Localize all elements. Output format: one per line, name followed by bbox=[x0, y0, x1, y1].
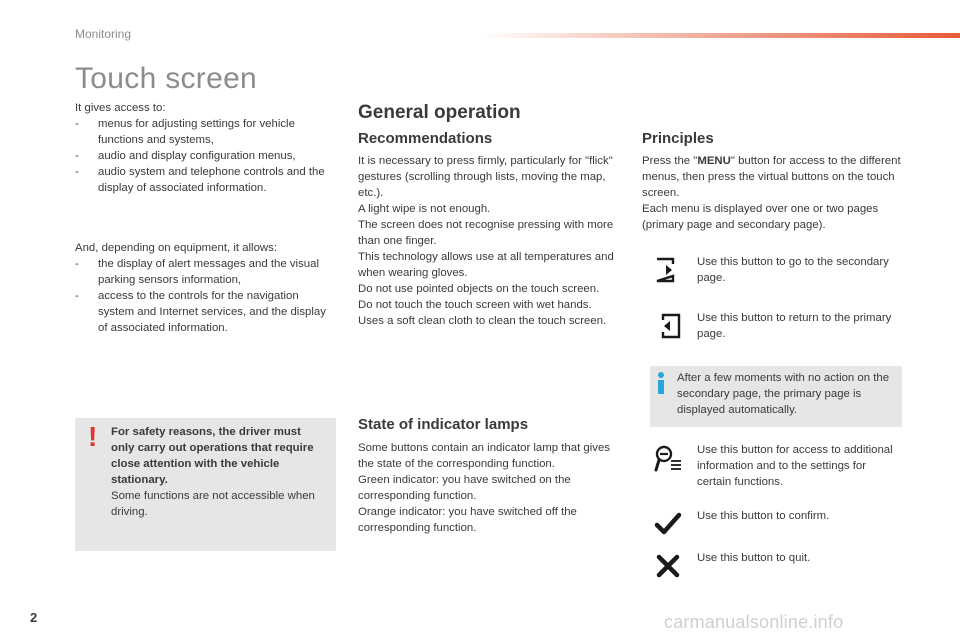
recommendations-heading: Recommendations bbox=[358, 130, 493, 147]
general-heading: General operation bbox=[358, 102, 521, 123]
warning-icon: ! bbox=[88, 421, 98, 452]
equipment-list bbox=[75, 256, 330, 336]
info-settings-description: Use this button for access to additional information and to the settings for certain functions. bbox=[697, 444, 893, 488]
state-line: Orange indicator: you have switched off the corresponding function. bbox=[358, 506, 577, 534]
secondary-page-description: Use this button to go to the secondary page. bbox=[697, 256, 889, 284]
watermark: carmanualsonline.info bbox=[664, 612, 844, 632]
list-item: - the display of alert messages and the visual parking sensors information, bbox=[75, 256, 330, 288]
info-icon bbox=[654, 371, 668, 395]
intro-block bbox=[75, 100, 330, 196]
recommendation-line: This technology allows use at all temperatures and when wearing gloves. bbox=[358, 251, 614, 279]
recommendation-line: The screen does not recognise pressing with more than one finger. bbox=[358, 219, 614, 247]
recommendation-line: A light wipe is not enough. bbox=[358, 203, 491, 215]
intro-list bbox=[75, 116, 330, 196]
menu-keyword: MENU bbox=[697, 155, 731, 167]
primary-page-description: Use this button to return to the primary page. bbox=[697, 312, 892, 340]
info-settings-icon bbox=[652, 442, 684, 474]
intro-text: It gives access to: bbox=[75, 102, 166, 114]
header-rule bbox=[480, 33, 960, 38]
equipment-text: And, depending on equipment, it allows: bbox=[75, 242, 278, 254]
menu-instruction bbox=[642, 153, 904, 201]
confirm-description: Use this button to confirm. bbox=[697, 510, 830, 522]
warning-box bbox=[75, 418, 336, 551]
principles-heading: Principles bbox=[642, 130, 714, 147]
equipment-block bbox=[75, 240, 330, 336]
checkmark-icon bbox=[652, 508, 684, 540]
quit-description: Use this button to quit. bbox=[697, 552, 811, 564]
recommendations-text bbox=[358, 153, 618, 329]
secondary-page-row bbox=[642, 254, 904, 294]
recommendation-line: Do not use pointed objects on the touch screen. bbox=[358, 283, 600, 295]
next-page-icon bbox=[652, 254, 684, 286]
warning-bold: For safety reasons, the driver must only carry out operations that require close attention with the vehicle stationary. bbox=[111, 426, 314, 486]
previous-page-icon bbox=[652, 310, 684, 342]
close-icon bbox=[652, 550, 684, 582]
state-line: Some buttons contain an indicator lamp that gives the state of the corresponding function. bbox=[358, 442, 611, 470]
list-item: - audio and display configuration menus, bbox=[75, 148, 330, 164]
section-label: Monitoring bbox=[75, 27, 132, 41]
state-line: Green indicator: you have switched on the corresponding function. bbox=[358, 474, 571, 502]
quit-row bbox=[642, 550, 904, 590]
recommendation-line: Uses a soft clean cloth to clean the touch screen. bbox=[358, 315, 607, 327]
confirm-row bbox=[642, 508, 904, 548]
info-note: After a few moments with no action on the secondary page, the primary page is displayed automatically. bbox=[677, 372, 890, 416]
warning-text bbox=[111, 424, 326, 520]
warning-normal: Some functions are not accessible when driving. bbox=[111, 490, 315, 518]
left-column bbox=[75, 100, 330, 336]
state-text bbox=[358, 440, 618, 536]
menu-instruction-end: " button for access to the different menus, then press the virtual buttons on the touch screen. bbox=[642, 155, 901, 199]
page-title: Touch screen bbox=[75, 62, 258, 95]
menu-instruction-start: Press the " bbox=[642, 155, 698, 167]
principles-text bbox=[642, 153, 904, 233]
primary-page-row bbox=[642, 310, 904, 350]
pages-text: Each menu is displayed over one or two pages (primary page and secondary page). bbox=[642, 203, 879, 231]
list-item: - menus for adjusting settings for vehicle functions and systems, bbox=[75, 116, 330, 148]
state-heading: State of indicator lamps bbox=[358, 416, 529, 433]
recommendation-line: Do not touch the touch screen with wet hands. bbox=[358, 299, 592, 311]
info-box bbox=[650, 366, 902, 427]
list-item: - access to the controls for the navigation system and Internet services, and the display of associated information. bbox=[75, 288, 330, 336]
info-settings-row bbox=[642, 442, 904, 488]
page-number: 2 bbox=[30, 610, 38, 625]
recommendation-line: It is necessary to press firmly, particularly for "flick" gestures (scrolling through lists, moving the map, etc.). bbox=[358, 155, 613, 199]
list-item: - audio system and telephone controls and the display of associated information. bbox=[75, 164, 330, 196]
